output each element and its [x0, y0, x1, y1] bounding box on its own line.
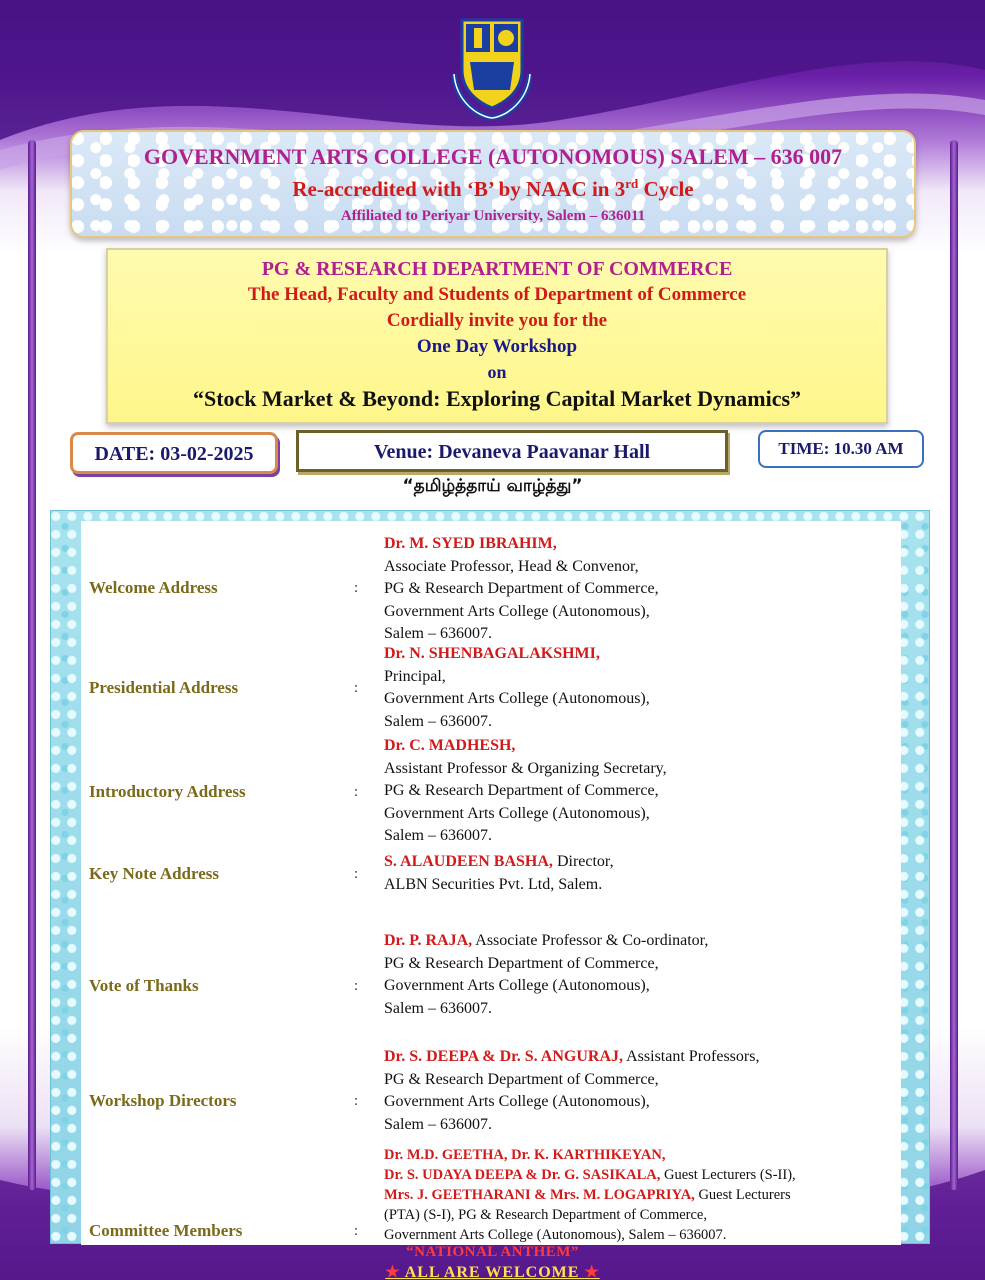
all-are-welcome [0, 1262, 985, 1280]
keynote-role: Director, [552, 853, 614, 870]
thanks-speaker-name: Dr. P. RAJA, [384, 932, 473, 949]
introductory-colon: : [354, 784, 359, 800]
star-icon-left: ★ [385, 1264, 401, 1280]
presidential-line-2: Government Arts College (Autonomous), [384, 690, 650, 707]
presidential-address-label: Presidential Address [89, 678, 239, 697]
tamil-prayer-title: “தமிழ்த்தாய் வாழ்த்து” [402, 476, 583, 496]
keynote-address-details [384, 851, 894, 896]
committee-line-2: Government Arts College (Autonomous), Salem – 636007. [384, 1227, 727, 1243]
directors-role: Assistant Professors, [623, 1048, 760, 1065]
presidential-speaker-name: Dr. N. SHENBAGALAKSHMI, [384, 645, 600, 662]
introductory-speaker-name: Dr. C. MADHESH, [384, 737, 516, 754]
directors-names: Dr. S. DEEPA & Dr. S. ANGURAJ, [384, 1048, 623, 1065]
college-emblem-logo [452, 12, 532, 120]
welcome-line-2: PG & Research Department of Commerce, [384, 580, 659, 597]
thanks-line-1: PG & Research Department of Commerce, [384, 954, 659, 972]
event-type: One Day Workshop [416, 336, 578, 357]
keynote-line-1: ALBN Securities Pvt. Ltd, Salem. [384, 875, 603, 893]
directors-line-3: Salem – 636007. [384, 1115, 492, 1133]
workshop-title: “Stock Market & Beyond: Exploring Capital Market Dynamics” [192, 386, 802, 411]
introductory-line-4: Salem – 636007. [384, 827, 492, 844]
welcome-text: ALL ARE WELCOME [404, 1264, 580, 1280]
naac-tail-text: Cycle [638, 177, 694, 201]
date-box: DATE: 03-02-2025 [70, 432, 278, 474]
affiliation-line: Affiliated to Periyar University, Salem – 636011 [340, 208, 646, 224]
introductory-address-label: Introductory Address [89, 782, 246, 801]
department-invitation-box [106, 248, 888, 424]
invite-line-2: Cordially invite you for the [386, 310, 608, 331]
welcome-colon: : [354, 580, 359, 596]
program-list [81, 521, 901, 1245]
presidential-line-3: Salem – 636007. [384, 712, 492, 730]
program-frame [50, 510, 930, 1244]
invite-line-1: The Head, Faculty and Students of Department of Commerce [247, 284, 747, 305]
committee-names-1: Dr. M.D. GEETHA, Dr. K. KARTHIKEYAN, [384, 1147, 666, 1163]
presidential-colon: : [354, 680, 359, 696]
keynote-speaker-name: S. ALAUDEEN BASHA, [384, 853, 553, 870]
committee-names-2: Dr. S. UDAYA DEEPA & Dr. G. SASIKALA, [384, 1167, 661, 1183]
welcome-line-3: Government Arts College (Autonomous), [384, 602, 650, 620]
committee-members-label: Committee Members [89, 1221, 243, 1240]
welcome-line-4: Salem – 636007. [384, 625, 492, 642]
welcome-line-1: Associate Professor, Head & Convenor, [384, 557, 639, 575]
workshop-directors-details [384, 1046, 894, 1136]
venue-box: Venue: Devaneva Paavanar Hall [296, 430, 728, 472]
left-decorative-rail [28, 140, 36, 1190]
workshop-directors-label: Workshop Directors [89, 1091, 237, 1110]
vote-of-thanks-label: Vote of Thanks [89, 976, 199, 995]
committee-names-3: Mrs. J. GEETHARANI & Mrs. M. LOGAPRIYA, [384, 1187, 695, 1203]
committee-role-3: Guest Lecturers [694, 1187, 791, 1203]
thanks-role: Associate Professor & Co-ordinator, [472, 932, 709, 949]
event-on-word: on [487, 362, 507, 382]
thanks-line-2: Government Arts College (Autonomous), [384, 977, 650, 994]
committee-members-details [384, 1145, 894, 1245]
keynote-address-label: Key Note Address [89, 864, 220, 883]
committee-role-2: Guest Lecturers (S-II), [660, 1167, 796, 1183]
introductory-line-2: PG & Research Department of Commerce, [384, 782, 659, 799]
naac-main-text: Re-accredited with ‘B’ by NAAC in 3 [292, 177, 626, 201]
welcome-speaker-name: Dr. M. SYED IBRAHIM, [384, 535, 557, 552]
introductory-address-details [384, 735, 894, 848]
welcome-address-details [384, 533, 894, 646]
naac-accreditation [72, 176, 914, 202]
directors-line-2: Government Arts College (Autonomous), [384, 1093, 650, 1110]
introductory-line-1: Assistant Professor & Organizing Secretary, [384, 759, 667, 777]
directors-line-1: PG & Research Department of Commerce, [384, 1070, 659, 1088]
thanks-colon: : [354, 978, 359, 994]
star-icon-right: ★ [584, 1264, 600, 1280]
presidential-address-details [384, 643, 894, 733]
welcome-address-label: Welcome Address [89, 578, 218, 597]
thanks-line-3: Salem – 636007. [384, 999, 492, 1017]
directors-colon: : [354, 1093, 359, 1109]
introductory-line-3: Government Arts College (Autonomous), [384, 804, 650, 822]
keynote-colon: : [354, 866, 359, 882]
national-anthem-note: “NATIONAL ANTHEM” [406, 1244, 579, 1260]
department-name: PG & RESEARCH DEPARTMENT OF COMMERCE [261, 258, 733, 280]
time-box: TIME: 10.30 AM [758, 430, 924, 468]
right-decorative-rail [950, 140, 958, 1190]
college-name: GOVERNMENT ARTS COLLEGE (AUTONOMOUS) SALEM – 636 007 [143, 144, 843, 169]
committee-line-1: (PTA) (S-I), PG & Research Department of Commerce, [384, 1207, 707, 1223]
naac-ordinal-sup: rd [625, 176, 639, 191]
presidential-line-1: Principal, [384, 667, 446, 685]
committee-colon: : [354, 1223, 359, 1239]
vote-of-thanks-details [384, 930, 894, 1020]
college-header-box [70, 130, 916, 238]
